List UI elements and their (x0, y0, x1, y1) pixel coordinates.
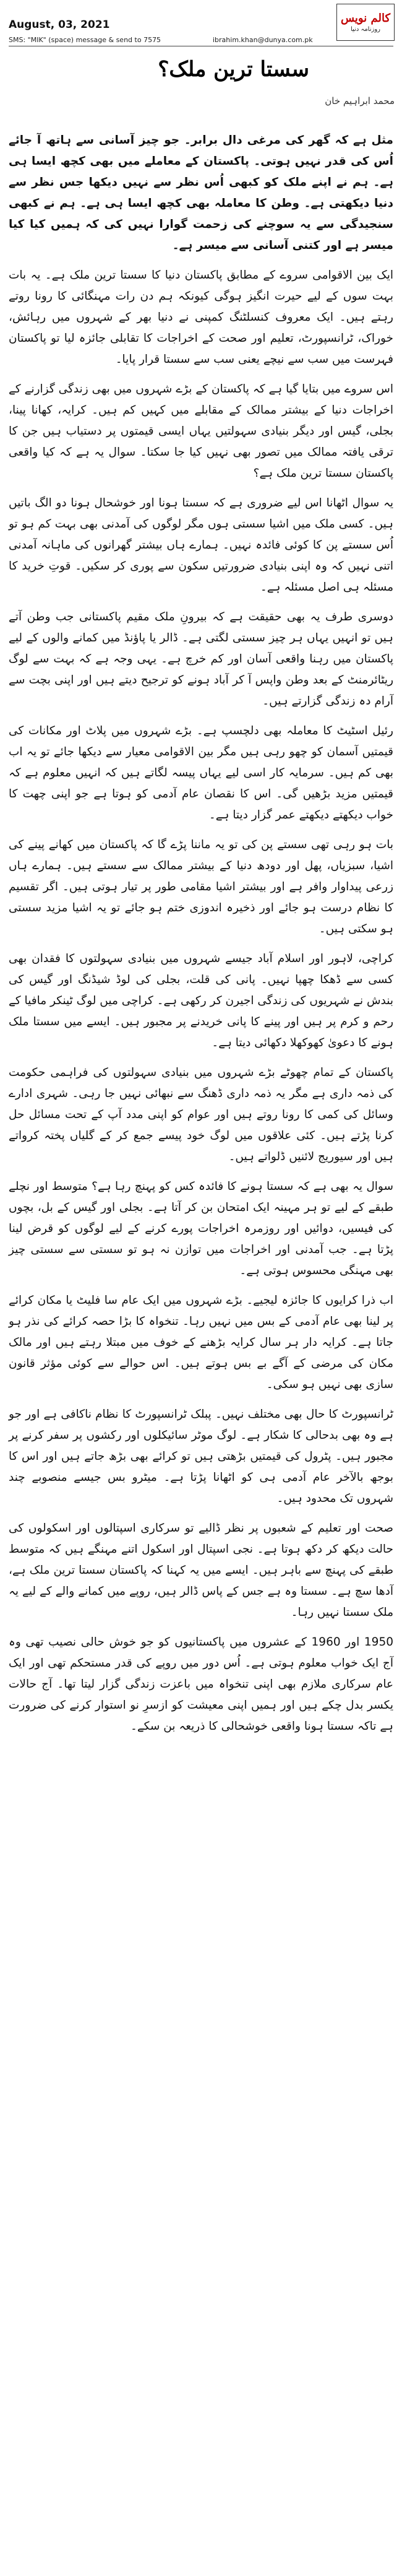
sms-info: SMS: "MIK" (space) message & send to 7575 (9, 36, 161, 44)
article-paragraph: مثل ہے کہ گھر کی مرغی دال برابر۔ جو چیز آسانی سے ہاتھ آ جائے اُس کی قدر نہیں ہوتی۔ پاکستان کے معاملے میں بھی کچھ ایسا ہی ہے۔ ہم نے اپنے ملک کو کبھی اُس نظر سے نہیں دیکھا جس نظر سے دنیا دیکھتی ہے۔ وطن کا معاملہ بھی کچھ ایسا ہی ہے۔ ہم نے کبھی سنجیدگی سے یہ سوچنے کی زحمت گوارا نہیں کی کہ ہمیں کیا کیا میسر ہے اور کتنی آسانی سے میسر ہے۔ (9, 134, 393, 252)
article-paragraph: اب ذرا کرایوں کا جائزہ لیجیے۔ بڑے شہروں میں ایک عام سا فلیٹ یا مکان کرائے پر لینا بھی عام آدمی کے بس میں نہیں رہا۔ تنخواہ کا بڑا حصہ کرائے کی نذر ہو جاتا ہے۔ کرایہ دار ہر سال کرایہ بڑھنے کے خوف میں مبتلا رہتے ہیں اور مالک مکان کی مرضی کے آگے بے بس ہوتے ہیں۔ اس حوالے سے کوئی مؤثر قانون سازی بھی نہیں ہو سکی۔ (9, 1294, 393, 1391)
logo-text: کالم نویس (340, 12, 391, 25)
article-paragraph: سوال یہ بھی ہے کہ سستا ہونے کا فائدہ کس کو پہنچ رہا ہے؟ متوسط اور نچلے طبقے کے لیے تو ہر مہینہ ایک امتحان بن کر آتا ہے۔ بجلی اور گیس کے بل، بچوں کی فیسیں، دوائیں اور روزمرہ اخراجات پورے کرنے کے لیے لوگوں کو قرض لینا پڑتا ہے۔ جب آمدنی اور اخراجات میں توازن نہ ہو تو سستی سے سستی چیز بھی مہنگی محسوس ہوتی ہے۔ (9, 1180, 393, 1277)
article-title: سستا ترین ملک؟ (158, 57, 309, 82)
publish-date: August, 03, 2021 (9, 19, 110, 31)
article-body (9, 130, 393, 1746)
article-paragraph: رئیل اسٹیٹ کا معاملہ بھی دلچسپ ہے۔ بڑے شہروں میں پلاٹ اور مکانات کی قیمتیں آسمان کو چھو رہی ہیں مگر بین الاقوامی معیار سے دیکھا جائے تو یہ اب بھی کم ہیں۔ سرمایہ کار اسی لیے یہاں پیسہ لگاتے ہیں کہ انہیں معلوم ہے کہ قیمتیں مزید بڑھیں گی۔ اس کا نقصان عام آدمی کو ہوتا ہے جو اپنی چھت کا خواب دیکھتے دیکھتے عمر گزار دیتا ہے۔ (9, 724, 393, 822)
article-paragraph: صحت اور تعلیم کے شعبوں پر نظر ڈالیے تو سرکاری اسپتالوں اور اسکولوں کی حالت دیکھ کر دکھ ہوتا ہے۔ نجی اسپتال اور اسکول اتنے مہنگے ہیں کہ متوسط طبقے کی پہنچ سے باہر ہیں۔ ایسے میں یہ کہنا کہ پاکستان سستا ترین ملک ہے، آدھا سچ ہے۔ سستا وہ ہے جس کے پاس ڈالر ہیں، روپے میں کمانے والے کے لیے یہ ملک سستا نہیں رہا۔ (9, 1522, 393, 1619)
article-header (0, 0, 402, 124)
article-paragraph: یہ سوال اٹھانا اس لیے ضروری ہے کہ سستا ہونا اور خوشحال ہونا دو الگ باتیں ہیں۔ کسی ملک میں اشیا سستی ہوں مگر لوگوں کی آمدنی بھی بہت کم ہو تو اُس سستے پن کا کوئی فائدہ نہیں۔ ہمارے ہاں بیشتر گھرانوں کی ماہانہ آمدنی اتنی نہیں کہ وہ اپنی بنیادی ضرورتیں سکون سے پوری کر سکیں۔ قوتِ خرید کا مسئلہ ہی اصل مسئلہ ہے۔ (9, 497, 393, 594)
article-paragraph: پاکستان کے تمام چھوٹے بڑے شہروں میں بنیادی سہولتوں کی فراہمی حکومت کی ذمہ داری ہے مگر یہ ذمہ داری ڈھنگ سے نبھائی نہیں جا رہی۔ شہری ادارے وسائل کی کمی کا رونا روتے ہیں اور عوام کو اپنی مدد آپ کے تحت مسائل حل کرنا پڑتے ہیں۔ کئی علاقوں میں لوگ خود پیسے جمع کر کے گلیاں پختہ کرواتے ہیں اور سیوریج لائنیں ڈلواتے ہیں۔ (9, 1066, 393, 1163)
author-name: محمد ابراہیم خان (325, 95, 395, 106)
columnist-logo (336, 4, 395, 41)
article-paragraph: ٹرانسپورٹ کا حال بھی مختلف نہیں۔ پبلک ٹرانسپورٹ کا نظام ناکافی ہے اور جو ہے وہ بھی بدحالی کا شکار ہے۔ لوگ موٹر سائیکلوں اور رکشوں پر سفر کرنے پر مجبور ہیں۔ پٹرول کی قیمتیں بڑھتی ہیں تو کرائے بھی بڑھ جاتے ہیں اور اس کا بوجھ بالآخر عام آدمی ہی کو اٹھانا پڑتا ہے۔ میٹرو بس جیسے منصوبے چند شہروں تک محدود ہیں۔ (9, 1408, 393, 1505)
article-paragraph: اس سروے میں بتایا گیا ہے کہ پاکستان کے بڑے شہروں میں بھی زندگی گزارنے کے اخراجات دنیا کے بیشتر ممالک کے مقابلے میں کہیں کم ہیں۔ کرایہ، کھانا پینا، بجلی، گیس اور دیگر بنیادی سہولتیں یہاں ایسی قیمتوں پر دستیاب ہیں جن کا ترقی یافتہ ممالک میں تصور بھی نہیں کیا جا سکتا۔ سوال یہ ہے کہ کیا واقعی پاکستان سستا ترین ملک ہے؟ (9, 383, 393, 480)
article-paragraph: بات ہو رہی تھی سستے پن کی تو یہ ماننا پڑے گا کہ پاکستان میں کھانے پینے کی اشیا، سبزیاں، پھل اور دودھ دنیا کے بیشتر ممالک سے سستے ہیں۔ ہمارے ہاں زرعی پیداوار وافر ہے اور بیشتر اشیا مقامی طور پر تیار ہوتی ہیں۔ اگر تقسیم کا نظام درست ہو جائے اور ذخیرہ اندوزی ختم ہو جائے تو یہ اشیا مزید سستی ہو سکتی ہیں۔ (9, 838, 393, 935)
logo-subtitle: روزنامہ دنیا (350, 26, 380, 33)
article-paragraph: کراچی، لاہور اور اسلام آباد جیسے شہروں میں بنیادی سہولتوں کا فقدان بھی کسی سے ڈھکا چھپا نہیں۔ پانی کی قلت، بجلی کی لوڈ شیڈنگ اور گیس کی بندش نے شہریوں کی زندگی اجیرن کر رکھی ہے۔ کراچی میں لوگ ٹینکر مافیا کے رحم و کرم پر ہیں اور پینے کا پانی خریدنے پر مجبور ہیں۔ ایسے میں سستا ملک ہونے کا دعویٰ کھوکھلا دکھائی دیتا ہے۔ (9, 952, 393, 1049)
article-paragraph: ایک بین الاقوامی سروے کے مطابق پاکستان دنیا کا سستا ترین ملک ہے۔ یہ بات بہت سوں کے لیے حیرت انگیز ہوگی کیونکہ ہم دن رات مہنگائی کا رونا روتے رہتے ہیں۔ ایک معروف کنسلٹنگ کمپنی نے دنیا بھر کے شہروں میں رہائش، خوراک، ٹرانسپورٹ، تعلیم اور صحت کے اخراجات کا تقابلی جائزہ لیا تو پاکستان فہرست میں سب سے نیچے یعنی سب سے سستا قرار پایا۔ (9, 269, 393, 366)
article-paragraph: 1950 اور 1960 کے عشروں میں پاکستانیوں کو جو خوش حالی نصیب تھی وہ آج ایک خواب معلوم ہوتی ہے۔ اُس دور میں روپے کی قدر مستحکم تھی اور ایک عام سرکاری ملازم بھی اپنی تنخواہ میں باعزت زندگی گزار لیتا تھا۔ آج حالات یکسر بدل چکے ہیں اور ہمیں اپنی معیشت کو ازسرِ نو استوار کرنے کی ضرورت ہے تاکہ سستا ہونا واقعی خوشحالی کا ذریعہ بن سکے۔ (9, 1636, 393, 1733)
author-email[interactable]: ibrahim.khan@dunya.com.pk (213, 36, 313, 44)
article-paragraph: دوسری طرف یہ بھی حقیقت ہے کہ بیرونِ ملک مقیم پاکستانی جب وطن آتے ہیں تو انہیں یہاں ہر چیز سستی لگتی ہے۔ ڈالر یا پاؤنڈ میں کمانے والوں کے لیے پاکستان میں رہنا واقعی آسان اور کم خرچ ہے۔ یہی وجہ ہے کہ بہت سے لوگ ریٹائرمنٹ کے بعد وطن واپس آ کر آباد ہونے کو ترجیح دیتے ہیں اور اپنی بچت سے آرام دہ زندگی گزارتے ہیں۔ (9, 610, 393, 708)
